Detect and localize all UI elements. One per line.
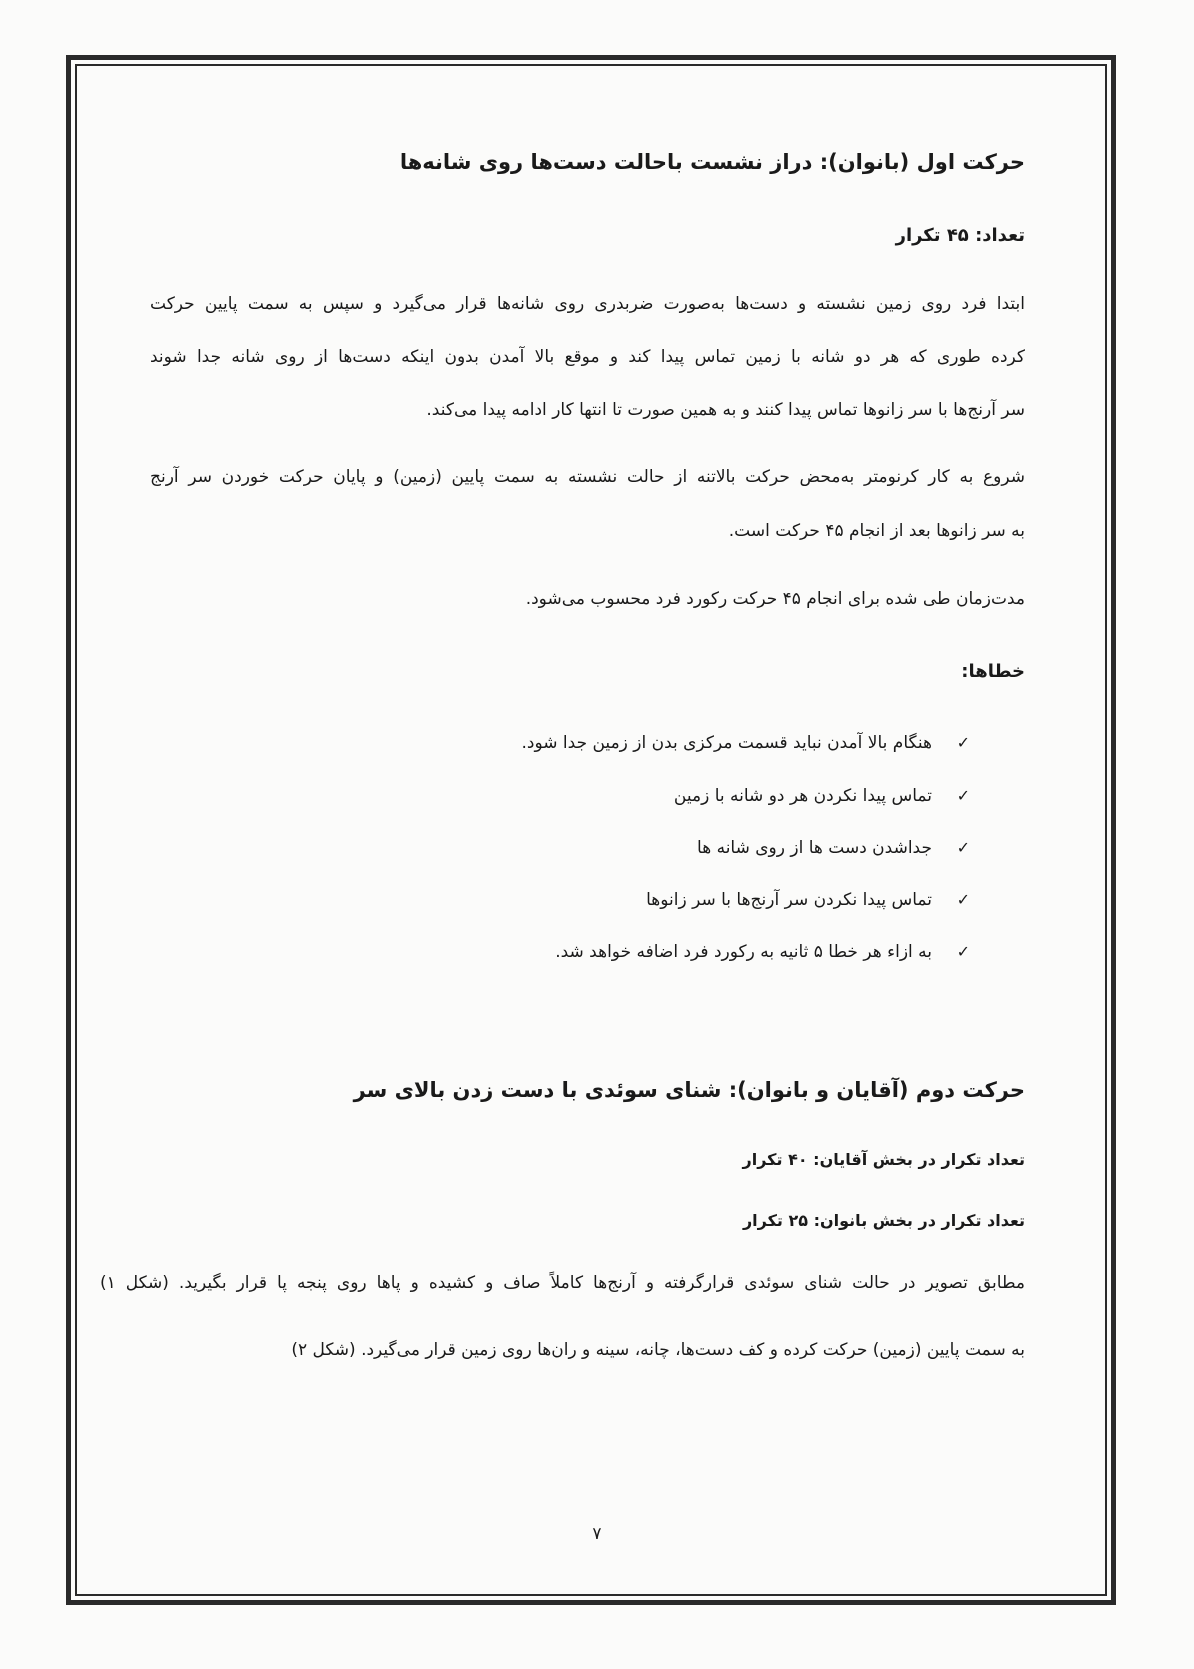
error-item-text: هنگام بالا آمدن نباید قسمت مرکزی بدن از زمین جدا شود. (521, 733, 932, 753)
error-item-text: تماس پیدا نکردن سر آرنج‌ها با سر زانوها (646, 890, 932, 910)
document-body (100, 0, 1025, 1669)
checkmark-icon: ✓ (956, 890, 970, 909)
checkmark-icon: ✓ (956, 733, 970, 752)
error-item (522, 735, 970, 752)
checkmark-icon: ✓ (956, 838, 970, 857)
error-item-text: به ازاء هر خطا ۵ ثانیه به رکورد فرد اضافه خواهد شد. (555, 942, 932, 962)
page-number: ۷ (592, 1524, 602, 1544)
section1-title: حرکت اول (بانوان): دراز نشست باحالت دست‌ها روی شانه‌ها (399, 150, 1025, 174)
section2-para1-line1: مطابق تصویر در حالت شنای سوئدی قرارگرفته و آرنج‌ها کاملاً صاف و کشیده و پاها روی پنجه پا قرار بگیرید. (شکل ۱) (100, 1273, 1025, 1293)
section1-para1-line3: سر آرنج‌ها با سر زانوها تماس پیدا کنند و به همین صورت تا انتها کار ادامه پیدا می‌کند. (426, 400, 1025, 420)
section1-para2-line2: به سر زانوها بعد از انجام ۴۵ حرکت است. (728, 521, 1025, 541)
section1-para2-line1: شروع به کار کرنومتر به‌محض حرکت بالاتنه از حالت نشسته به سمت پایین (زمین) و پایان حرکت خوردن سر آرنج (150, 467, 1025, 487)
section1-count: تعداد: ۴۵ تکرار (895, 225, 1025, 246)
checkmark-icon: ✓ (956, 786, 970, 805)
error-item (674, 788, 970, 805)
section1-para1-line1: ابتدا فرد روی زمین نشسته و دست‌ها به‌صورت ضربدری روی شانه‌ها قرار می‌گیرد و سپس به سمت پایین حرکت (150, 294, 1025, 314)
error-item (697, 840, 970, 857)
section1-para3: مدت‌زمان طی شده برای انجام ۴۵ حرکت رکورد فرد محسوب می‌شود. (525, 589, 1025, 609)
section2-count-men: تعداد تکرار در بخش آقایان: ۴۰ تکرار (742, 1150, 1025, 1169)
error-item-text: تماس پیدا نکردن هر دو شانه با زمین (673, 786, 932, 806)
section2-title: حرکت دوم (آقایان و بانوان): شنای سوئدی با دست زدن بالای سر (353, 1078, 1025, 1102)
error-item (555, 944, 970, 961)
checkmark-icon: ✓ (956, 942, 970, 961)
errors-title: خطاها: (961, 661, 1025, 682)
section1-para1-line2: کرده طوری که هر دو شانه با زمین تماس پیدا کند و موقع بالا آمدن بدون اینکه دست‌ها از روی شانه جدا شوند (150, 347, 1025, 367)
error-item-text: جداشدن دست ها از روی شانه ها (697, 838, 932, 858)
error-item (646, 892, 970, 909)
section2-para1-line2: به سمت پایین (زمین) حرکت کرده و کف دست‌ها، چانه، سینه و ران‌ها روی زمین قرار می‌گیرد. (شکل ۲) (291, 1340, 1025, 1360)
section2-count-women: تعداد تکرار در بخش بانوان: ۲۵ تکرار (742, 1211, 1025, 1230)
